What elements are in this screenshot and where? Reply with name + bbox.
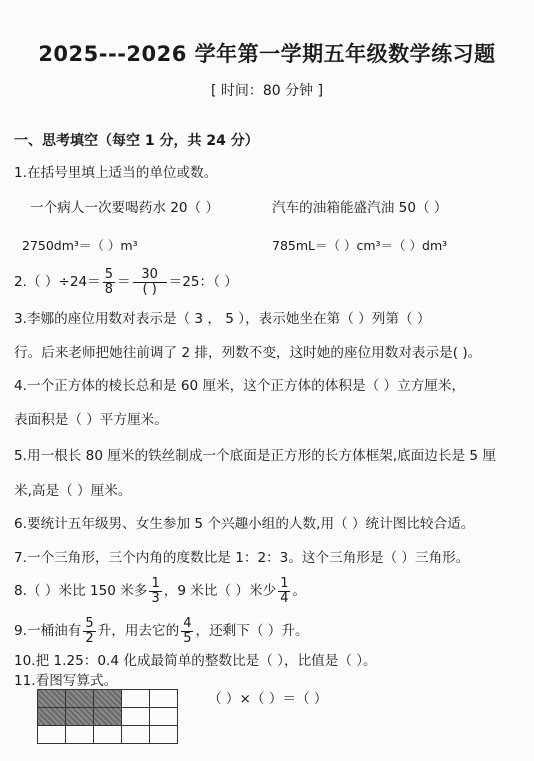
grid-cell xyxy=(150,690,178,708)
question-4-line-2: 表面积是（ ）平方厘米。 xyxy=(14,412,168,428)
grid-row xyxy=(38,726,178,744)
grid-cell xyxy=(150,708,178,726)
grid-cell-shaded xyxy=(94,708,122,726)
question-11-formula: （ ）×（ ）＝（ ） xyxy=(208,691,328,707)
question-1-stem: 1.在括号里填上适当的单位或数。 xyxy=(14,165,218,181)
grid-row xyxy=(38,708,178,726)
question-9 xyxy=(14,611,309,651)
grid-cell xyxy=(66,726,94,744)
question-8 xyxy=(14,571,306,611)
question-8-part-a: 8.（ ）米比 150 米多 xyxy=(14,583,148,599)
question-6: 6.要统计五年级男、女生参加 5 个兴趣小组的人数,用（ ）统计图比较合适。 xyxy=(14,516,475,532)
grid-cell xyxy=(122,690,150,708)
question-8-part-c: 。 xyxy=(292,583,307,599)
question-9-part-a: 9.一桶油有 xyxy=(14,623,82,639)
question-1-d: 785mL＝（ ）cm³＝（ ）dm³ xyxy=(272,238,448,253)
fraction-5-8 xyxy=(103,268,115,297)
fraction-denominator: ( ) xyxy=(142,281,157,297)
fraction-numerator: 4 xyxy=(183,615,192,631)
question-11-stem: 11.看图写算式。 xyxy=(14,673,118,689)
fraction-numerator: 30 xyxy=(133,268,167,283)
fraction-5-2 xyxy=(83,617,95,646)
question-2-equals: ＝ xyxy=(117,274,131,290)
question-3-line-1: 3.李娜的座位用数对表示是（ 3 ， 5 ），表示她坐在第（ ）列第（ ） xyxy=(14,311,431,327)
question-2 xyxy=(14,262,238,302)
question-1-c: 2750dm³＝（ ）m³ xyxy=(22,238,138,253)
grid-cell-shaded xyxy=(94,690,122,708)
question-2-tail: ＝25：（ ） xyxy=(168,274,238,290)
question-5-line-1: 5.用一根长 80 厘米的铁丝制成一个底面是正方形的长方体框架,底面边长是 5 厘 xyxy=(14,448,496,464)
fraction-denominator: 2 xyxy=(85,630,94,646)
fraction-numerator: 5 xyxy=(85,615,94,631)
fraction-denominator: 4 xyxy=(280,590,289,606)
question-3-line-2: 行。后来老师把她往前调了 2 排，列数不变，这时她的座位用数对表示是( )。 xyxy=(14,345,482,361)
question-1-a: 一个病人一次要喝药水 20（ ） xyxy=(30,200,220,216)
grid-cell xyxy=(122,726,150,744)
question-2-lead: 2.（ ）÷24＝ xyxy=(14,274,101,290)
grid-cell-shaded xyxy=(38,690,66,708)
fraction-denominator: 8 xyxy=(104,281,114,297)
fraction-denominator: 3 xyxy=(151,590,160,606)
question-1-b: 汽车的油箱能盛汽油 50（ ） xyxy=(272,200,448,216)
grid-cell-shaded xyxy=(66,690,94,708)
grid-row xyxy=(38,690,178,708)
grid-cell xyxy=(38,726,66,744)
question-7: 7.一个三角形，三个内角的度数比是 1：2：3。这个三角形是（ ）三角形。 xyxy=(14,550,470,566)
fraction-numerator: 1 xyxy=(151,575,160,591)
grid-cell-shaded xyxy=(66,708,94,726)
fraction-1-3 xyxy=(149,577,161,606)
section-heading: 一、思考填空（每空 1 分，共 24 分） xyxy=(14,133,259,149)
question-4-line-1: 4.一个正方体的棱长总和是 60 厘米，这个正方体的体积是（ ）立方厘米， xyxy=(14,378,466,394)
question-8-part-b: ，9 米比（ ）米少 xyxy=(163,583,277,599)
fraction-numerator: 5 xyxy=(104,266,114,282)
grid-cell-shaded xyxy=(38,708,66,726)
question-5-line-2: 米,高是（ ）厘米。 xyxy=(14,483,132,499)
grid-cell xyxy=(150,726,178,744)
exam-time: [ 时间：80 分钟 ] xyxy=(210,83,324,99)
fraction-4-5 xyxy=(181,617,193,646)
fraction-denominator: 5 xyxy=(183,630,192,646)
page-title: 2025---2026 学年第一学期五年级数学练习题 xyxy=(38,42,496,66)
fraction-30-blank xyxy=(133,268,167,297)
grid-cell xyxy=(122,708,150,726)
question-10: 10.把 1.25：0.4 化成最简单的整数比是（ ），比值是（ ）。 xyxy=(14,653,377,669)
question-9-part-b: 升，用去它的 xyxy=(97,623,180,639)
fraction-grid-figure xyxy=(37,689,178,744)
grid-cell xyxy=(94,726,122,744)
fraction-numerator: 1 xyxy=(280,575,289,591)
question-9-part-c: ，还剩下（ ）升。 xyxy=(195,623,309,639)
fraction-1-4 xyxy=(278,577,290,606)
